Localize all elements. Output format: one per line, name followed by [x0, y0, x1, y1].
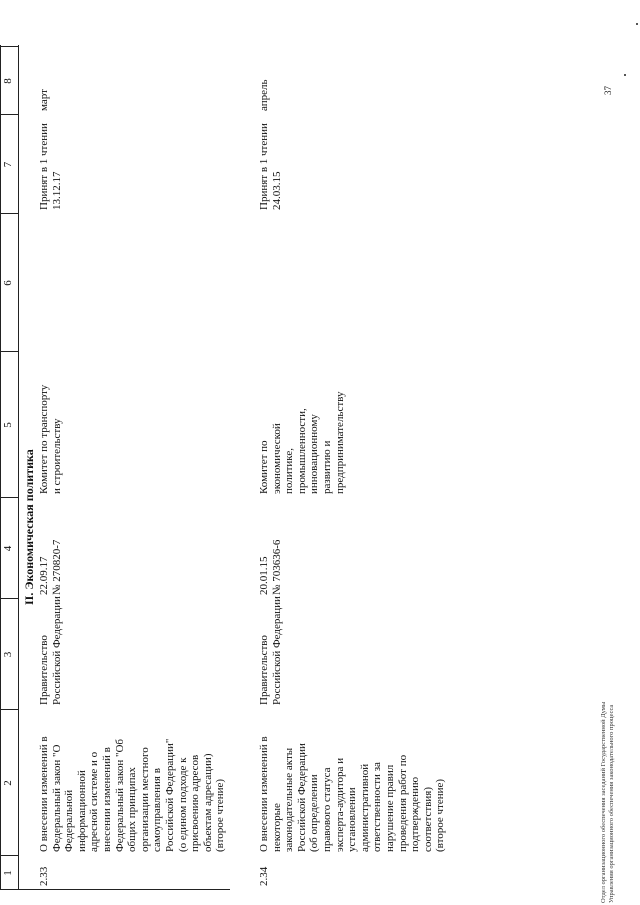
reading-status: Принят в 1 чтении 13.12.17: [38, 123, 63, 210]
footer-line-2: Управления организационного обеспечения законодательного процесса: [608, 704, 615, 903]
footer-line-1: Отдел организационного обеспечения заседаний Государственной Думы: [600, 701, 607, 903]
column-number-7: 7: [2, 161, 14, 168]
column-number-6: 6: [2, 280, 14, 286]
column-number-2: 2: [2, 780, 14, 786]
column-number-5: 5: [2, 422, 14, 428]
planned-month: апрель: [258, 79, 270, 111]
planned-month: март: [38, 89, 50, 111]
scan-speck: [624, 74, 626, 76]
bill-title: О внесении изменений в Федеральный закон "О Федеральной информационной адресной системе и о внесении изменений в Федеральный закон "Об общих принципах организации местного самоуправления в Российской Федерации" (о едином подходе к присвоению адресов объектам адресации) (второе чтение): [38, 736, 227, 852]
column-number-3: 3: [2, 651, 14, 658]
reading-status: Принят в 1 чтении 24.03.15: [258, 123, 283, 210]
column-number-4: 4: [2, 545, 14, 552]
table-top-border: [0, 45, 1, 890]
initiator: Правительство Российской Федерации: [38, 596, 63, 705]
bill-title: О внесении изменений в некоторые законодательные акты Российской Федерации (об определении правового статуса эксперта-аудитора и установлении административной ответственности за нарушение правил проведения работ по подтверждению соответствия) (второе чтение): [258, 736, 447, 852]
registration: 20.01.15 № 703636-6: [258, 539, 283, 595]
section-title: II. Экономическая политика: [22, 449, 36, 605]
scan-speck: [636, 23, 638, 25]
row-number: 2.33: [38, 866, 50, 886]
row-number: 2.34: [258, 866, 270, 886]
committee: Комитет по транспорту и строительству: [38, 384, 63, 494]
page-number: 37: [603, 86, 613, 95]
column-number-1: 1: [2, 870, 14, 876]
registration: 22.09.17 № 270820-7: [38, 539, 63, 595]
column-number-8: 8: [2, 78, 14, 84]
header-row-border: [18, 45, 19, 890]
committee: Комитет по экономической политике, промышленности, инновационному развитию и предпринимательству: [258, 391, 346, 494]
table-left-border: [0, 889, 230, 890]
initiator: Правительство Российской Федерации: [258, 596, 283, 705]
